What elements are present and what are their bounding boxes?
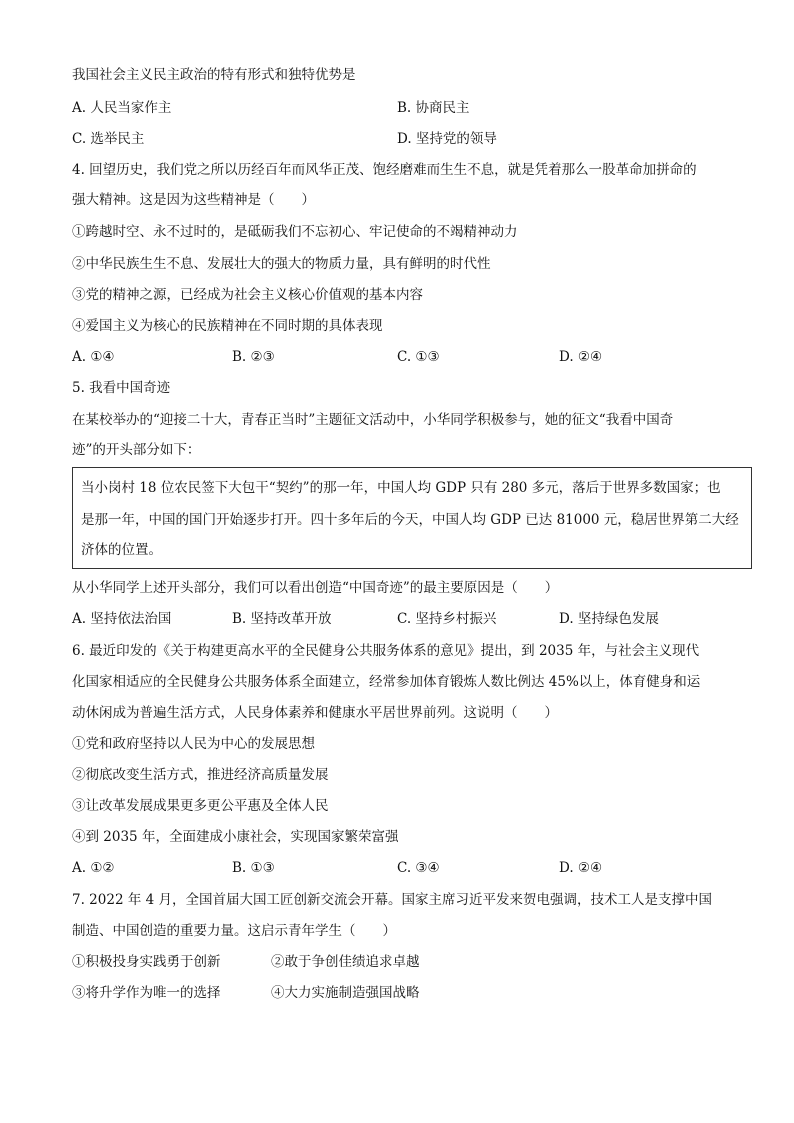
q6-stem-line2: 化国家相适应的全民健身公共服务体系全面建立，经常参加体育锻炼人数比例达 45%以上，体育健身和运	[72, 674, 701, 690]
q6-option-b: B. ①③	[232, 860, 275, 876]
q3-option-a: A. 人民当家作主	[72, 100, 172, 116]
q7-statement-4: ④大力实施制造强国战略	[271, 985, 420, 1001]
q6-stem-line1: 6. 最近印发的《关于构建更高水平的全民健身公共服务体系的意见》提出，到 2035 年，与社会主义现代	[72, 643, 700, 659]
q6-statement-3: ③让改革发展成果更多更公平惠及全体人民	[72, 798, 329, 814]
q7-stem-line2: 制造、中国创造的重要力量。这启示青年学生（ ）	[72, 923, 396, 939]
q4-statement-1: ①跨越时空、永不过时的，是砥砺我们不忘初心、牢记使命的不竭精神动力	[72, 224, 518, 240]
q5-option-d: D. 坚持绿色发展	[559, 611, 659, 627]
q3-option-d: D. 坚持党的领导	[397, 131, 497, 147]
q5-option-b: B. 坚持改革开放	[232, 611, 332, 627]
q6-option-d: D. ②④	[559, 860, 603, 876]
q6-statement-4: ④到 2035 年，全面建成小康社会，实现国家繁荣富强	[72, 829, 399, 845]
q3-option-c: C. 选举民主	[72, 131, 145, 147]
q5-excerpt-line2: 是那一年，中国的国门开始逐步打开。四十多年后的今天，中国人均 GDP 已达 81000 元，稳居世界第二大经	[81, 512, 739, 528]
q5-excerpt-box	[72, 467, 752, 569]
q5-excerpt-line3: 济体的位置。	[81, 542, 162, 558]
q5-option-c: C. 坚持乡村振兴	[397, 611, 497, 627]
q4-statement-3: ③党的精神之源，已经成为社会主义核心价值观的基本内容	[72, 287, 423, 303]
q4-stem-line2: 强大精神。这是因为这些精神是（ ）	[72, 192, 315, 208]
q6-statement-2: ②彻底改变生活方式，推进经济高质量发展	[72, 767, 329, 783]
q4-option-b: B. ②③	[232, 349, 275, 365]
q4-stem-line1: 4. 回望历史，我们党之所以历经百年而风华正茂、饱经磨难而生生不息，就是凭着那么一股革命加拼命的	[72, 162, 697, 178]
q7-statement-3: ③将升学作为唯一的选择	[72, 985, 221, 1001]
q5-excerpt-line1: 当小岗村 18 位农民签下大包干“契约”的那一年，中国人均 GDP 只有 280 多元，落后于世界多数国家；也	[81, 480, 721, 496]
q5-option-a: A. 坚持依法治国	[72, 611, 172, 627]
q5-question: 从小华同学上述开头部分，我们可以看出创造“中国奇迹”的最主要原因是（ ）	[72, 580, 559, 596]
q6-stem-line3: 动休闲成为普遍生活方式，人民身体素养和健康水平居世界前列。这说明（ ）	[72, 705, 558, 721]
q5-title: 5. 我看中国奇迹	[72, 380, 171, 396]
q4-statement-4: ④爱国主义为核心的民族精神在不同时期的具体表现	[72, 318, 383, 334]
q4-option-d: D. ②④	[559, 349, 603, 365]
q4-statement-2: ②中华民族生生不息、发展壮大的强大的物质力量，具有鲜明的时代性	[72, 256, 491, 272]
q3-option-b: B. 协商民主	[397, 100, 470, 116]
q7-stem-line1: 7. 2022 年 4 月，全国首届大国工匠创新交流会开幕。国家主席习近平发来贺电强调，技术工人是支撑中国	[72, 892, 712, 908]
q6-statement-1: ①党和政府坚持以人民为中心的发展思想	[72, 736, 315, 752]
q4-option-c: C. ①③	[397, 349, 440, 365]
q5-intro-line1: 在某校举办的“迎接二十大，青春正当时”主题征文活动中，小华同学积极参与，她的征文“我看中国奇	[72, 412, 674, 428]
q6-option-c: C. ③④	[397, 860, 440, 876]
q3-stem: 我国社会主义民主政治的特有形式和独特优势是	[72, 67, 356, 83]
q7-statement-1: ①积极投身实践勇于创新	[72, 954, 221, 970]
q5-intro-line2: 迹”的开头部分如下：	[72, 442, 201, 458]
q7-statement-2: ②敢于争创佳绩追求卓越	[271, 954, 420, 970]
q6-option-a: A. ①②	[72, 860, 115, 876]
q4-option-a: A. ①④	[72, 349, 115, 365]
